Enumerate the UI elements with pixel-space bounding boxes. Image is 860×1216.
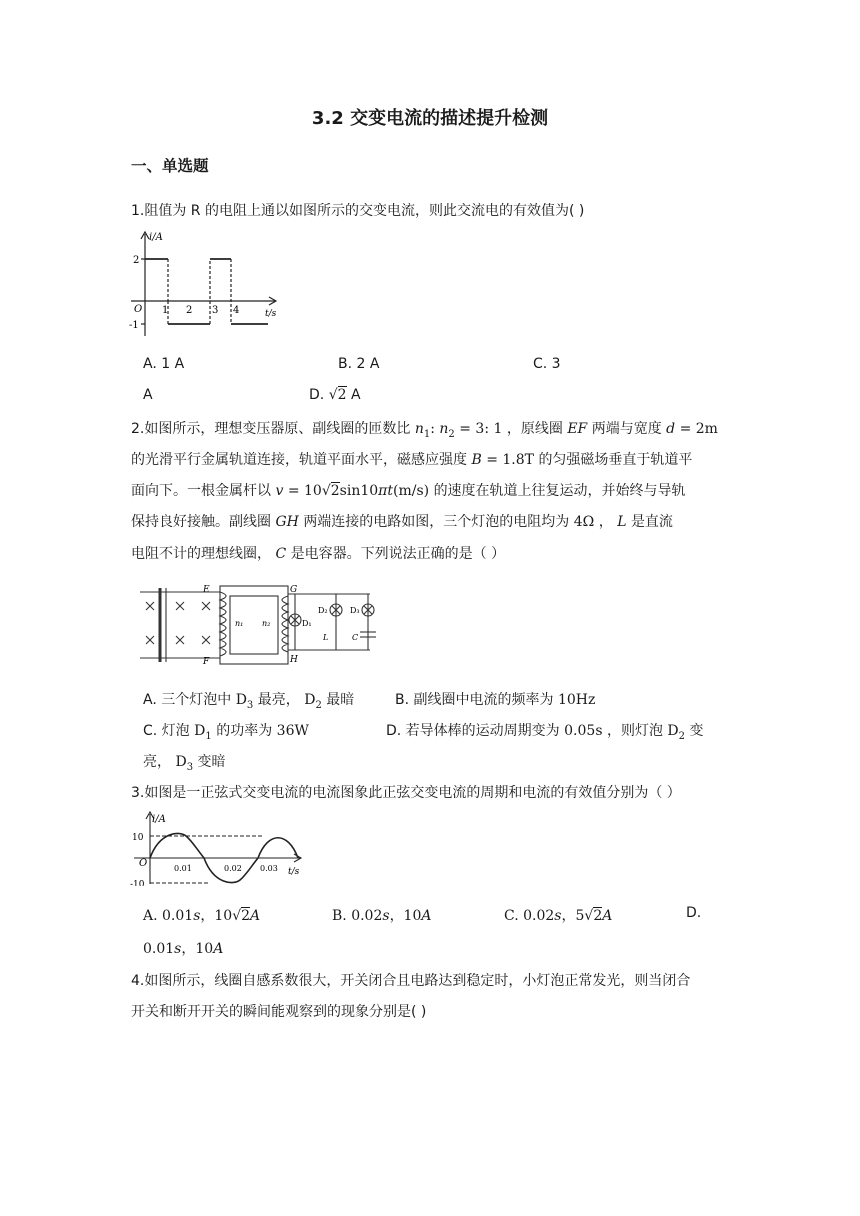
q1-option-a[interactable]: A. 1 A [143,356,185,372]
q2-option-b[interactable]: B. 副线圈中电流的频率为 10Hz [395,692,596,708]
q3-y-tick: 10 [132,833,144,843]
q1-stem: 1.阻值为 R 的电阻上通以如图所示的交变电流，则此交流电的有效值为( ) [131,203,585,219]
q2-label-d3: D₃ [350,606,360,615]
q1-y-tick: -1 [129,320,139,331]
q3-option-c[interactable]: C. 0.02s，5√2A [504,908,613,924]
q3-option-d-continued: 0.01s，10A [143,941,224,957]
q2-label-f: F [203,657,210,667]
q1-option-b[interactable]: B. 2 A [338,356,380,372]
q1-current-graph [125,228,285,340]
q3-stem: 3.如图是一正弦式交变电流的电流图象此正弦交变电流的周期和电流的有效值分别为（ ） [131,785,681,801]
q1-x-tick: 3 [212,305,219,316]
q3-x-tick: 0.02 [224,864,242,873]
q3-x-axis-label: t/s [288,867,300,877]
q2-option-d[interactable]: D. 若导体棒的运动周期变为 0.05s ，则灯泡 $D_2$ 变 [386,723,704,742]
q3-y-axis-label: i/A [152,814,166,825]
q1-option-c-unit: A [143,387,153,403]
q1-x-tick: 2 [186,305,193,316]
q2-label-h: H [290,655,298,665]
q2-stem-line-2: 的光滑平行金属轨道连接，轨道平面水平，磁感应强度 B = 1.8T 的匀强磁场垂直于轨道平 [131,452,693,468]
q4-stem-line-1: 4.如图所示，线圈自感系数很大，开关闭合且电路达到稳定时，小灯泡正常发光，则当闭合 [131,973,691,989]
q2-option-d-continued: 亮， $D_3$ 变暗 [143,754,226,773]
q3-y-tick: -10 [130,880,145,886]
q2-stem-line-4: 保持良好接触。副线圈 GH 两端连接的电路如图，三个灯泡的电阻均为 4Ω ， L 是直流 [131,514,673,530]
q1-option-d-unit: A [350,387,361,403]
page-title: 3.2 交变电流的描述提升检测 [311,108,549,129]
section-heading: 一、单选题 [131,157,209,175]
q2-label-n2: n₂ [262,619,271,628]
q2-label-d2: D₂ [318,606,328,615]
q2-stem-line-1: 2.如图所示，理想变压器原、副线圈的匝数比 $n_1$: $n_2 = 3$: 1 ，原线圈 EF 两端与宽度 d = 2m [131,421,718,440]
q2-option-c[interactable]: C. 灯泡 $D_1$ 的功率为 36W [143,723,309,742]
q2-stem-line-5: 电阻不计的理想线圈， C 是电容器。下列说法正确的是（ ） [131,546,506,562]
q1-y-tick: 2 [133,255,140,266]
q2-transformer-circuit [140,580,390,672]
q1-x-tick: 4 [233,305,240,316]
q2-label-c: C [352,633,359,642]
q2-label-n1: n₁ [235,619,244,628]
q2-label-d1: D₁ [302,619,312,628]
q3-x-tick: 0.01 [174,864,192,873]
q3-origin-label: O [139,858,148,869]
q3-sine-graph [128,810,308,886]
q4-stem-line-2: 开关和断开开关的瞬间能观察到的现象分别是( ) [131,1004,427,1020]
q2-label-e: E [203,585,210,595]
q2-stem-line-3: 面向下。一根金属杆以 v = 10√2sin10πt(m/s) 的速度在轨道上往复运动，并始终与导轨 [131,483,686,499]
q2-option-a[interactable]: A. 三个灯泡中 $D_3$ 最亮， $D_2$ 最暗 [143,692,355,711]
q3-option-b[interactable]: B. 0.02s，10A [332,908,432,924]
q1-origin-label: O [134,304,143,315]
q1-option-d[interactable]: D. √2 A [309,387,361,403]
q1-option-d-prefix: D. [309,387,325,403]
q1-x-tick: 1 [162,305,169,316]
q1-y-axis-label: i/A [149,232,163,243]
q2-label-g: G [290,585,298,595]
q2-label-l: L [323,633,329,642]
q1-x-axis-label: t/s [265,309,277,319]
q1-option-c[interactable]: C. 3 [533,356,561,372]
q3-option-d[interactable]: D. [686,905,702,921]
q3-x-tick: 0.03 [260,864,278,873]
q1-option-d-radicand: 2 [337,387,347,403]
q3-option-a[interactable]: A. 0.01s，10√2A [143,908,261,924]
